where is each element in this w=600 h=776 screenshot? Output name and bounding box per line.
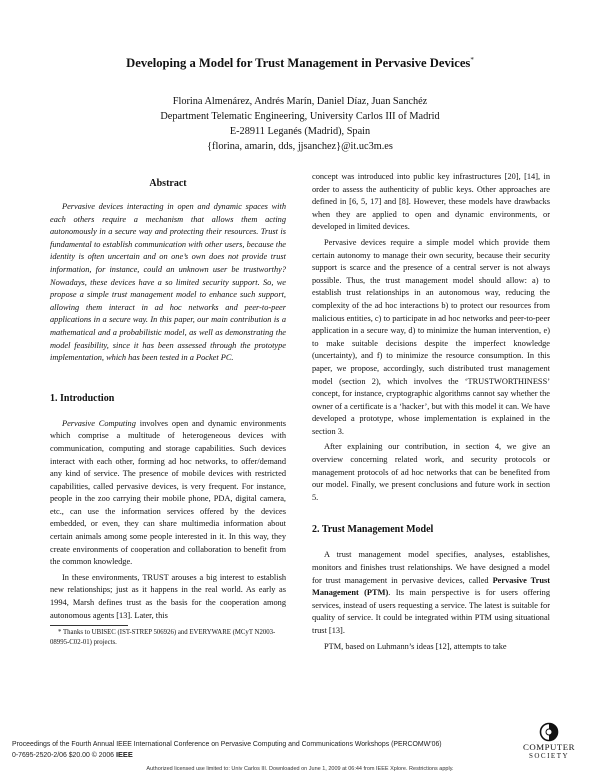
logo-line-2: SOCIETY (528, 752, 570, 760)
abstract-text: Pervasive devices interacting in open and dynamic spaces with each others require a mechanism that allows them acting autonomously in a secure way and protecting their resources. Trust is fundamental to establish communication with other users, because the identity is often uncertain and on one’s own does not provide trust information, for instance, could an unknown user be trustworthy? Nowadays, these devices have a so limited security support. So, we propose a simple trust management model to enhance such support, allowing them interact in ad hoc networks and peer-to-peer applications in a secure way. In this paper, our main contribution is a mathematical and a probabilistic model, as well as demonstrating the model feasibility, since it has been assessed through the prototype implementation, which has been tested in a Pocket PC. (50, 202, 286, 363)
proceedings-line: Proceedings of the Fourth Annual IEEE International Conference on Pervasive Computing and Communications Workshops (PERCOMW’06) (12, 741, 442, 748)
author-emails: {florina, amarin, dds, jjsanchez}@it.uc3m.es (207, 141, 393, 152)
section-2-paragraph-1-b: . Its main perspective is for users offering services, instead of users requesting a service. The latest is suitable for quality of service. It could be integrated within PTM using situational trust [13]. (312, 588, 550, 635)
abstract (50, 201, 286, 365)
author-department: Department Telematic Engineering, University Carlos III of Madrid (160, 111, 440, 122)
footnote: * Thanks to UBISEC (IST-STREP 506926) and EVERYWARE (MCyT N2003-08995-C02-01) projects. (50, 629, 276, 646)
right-column (312, 171, 550, 653)
abstract-heading: Abstract (149, 178, 187, 189)
section-1-heading: 1. Introduction (50, 392, 115, 404)
logo-line-1: COMPUTER (523, 742, 575, 752)
section-2-paragraph-1-a: A trust management model specifies, analyses, establishes, monitors and finishes trust relationships. We have designed a model for trust management in pervasive devices, called (312, 550, 550, 585)
right-paragraph-2: Pervasive devices require a simple model which provide them certain autonomy to manage their own security, because their security support is scarce and the presence of a central server is not always possible. Thus, the trust management model should allow: a) to establish trust relationships in an autonomous way, reducing the complexity of the ad hoc interactions b) to protect our resources from malicious entities, c) to participate in ad hoc networks and peer-to-peer application in a secure way, d) to minimize the human intervention, e) to make suitable decisions despite the imperfect knowledge (uncertainty), and f) to minimize the resource consumption. In this paper, we propose, accordingly, such distributed trust management model (section 2), which involves the ‘TRUSTWORTHINESS’ concept, for instance, cryptographic algorithms cannot say whether the owner of a certificate is a ‘hacker’, but with this model it can. We have developed a prototype, whose implementation is explained in the section 3. (312, 237, 550, 436)
title-footnote-mark: * (470, 56, 474, 64)
left-column (50, 172, 286, 647)
right-paragraph-1: concept was introduced into public key infrastructures [20], [14], in order to assess the authenticity of public keys. Other approaches are defined in [6, 5, 17] and [8]. However, these models have drawbacks when they are applied to open and dynamic environments, or developed in limited devices. (312, 172, 550, 232)
author-names: Florina Almenárez, Andrés Marín, Daniel Díaz, Juan Sanchéz (172, 96, 428, 107)
section-1-paragraph-1 (50, 418, 286, 569)
author-address: E-28911 Leganés (Madrid), Spain (229, 126, 371, 137)
section-1-paragraph-2: In these environments, TRUST arouses a big interest to establish new relationships; just as it happens in the real world. As early as 1994, Marsh defines trust as the basis for the cooperation among autonomous agents [13]. Later, this (50, 572, 286, 620)
section-2-paragraph-2: PTM, based on Luhmann’s ideas [12], attempts to take (324, 641, 507, 651)
proceedings-footer (12, 740, 442, 761)
right-paragraph-3: After explaining our contribution, in section 4, we give an overview concerning related work, and security protocols or management protocols of ad hoc networks that can be benefited from our model. Finally, we present conclusions and future work in section 5. (312, 442, 550, 502)
ieee-mark: IEEE (115, 749, 133, 759)
ptm-term: Pervasive Trust Management (PTM) (312, 575, 550, 598)
paper-title (60, 53, 540, 71)
authorized-use-notice: Authorized licensed use limited to: Univ Carlos III. Downloaded on June 1, 2009 at 06:44 from IEEE Xplore. Restrictions apply. (146, 766, 454, 772)
title-text: Developing a Model for Trust Management in Pervasive Devices (126, 56, 471, 71)
isbn-line (12, 750, 442, 761)
computer-society-emblem-icon (538, 722, 560, 742)
section-1-paragraph-1-text: involves open and dynamic environments which comprise a multitude of heterogeneous devices with communication, computing and storage capabilities. Such devices interact with each other, forming ad hoc networks, to offer/demand any kind of service. The presence of mobile devices with restricted capabilities, called pervasive devices, is very frequent. For instance, people in the zoo carrying their mobile phone, PDA, digital camera, etc., can use the information services offered by the devices embedded, or even, they can share multimedia information about certain animals among some people interested in it. In this way, they create environments of cooperation and collaboration to benefit from the common knowledge. (50, 418, 286, 567)
section-2-heading: 2. Trust Management Model (312, 524, 434, 536)
section-2-paragraph-1 (312, 549, 550, 637)
pervasive-computing-term: Pervasive Computing (62, 418, 136, 428)
footnote-rule (50, 625, 128, 626)
author-block (100, 94, 500, 154)
computer-society-logo (515, 722, 583, 766)
isbn-text: 0-7695-2520-2/06 $20.00 © 2006 (12, 751, 116, 759)
